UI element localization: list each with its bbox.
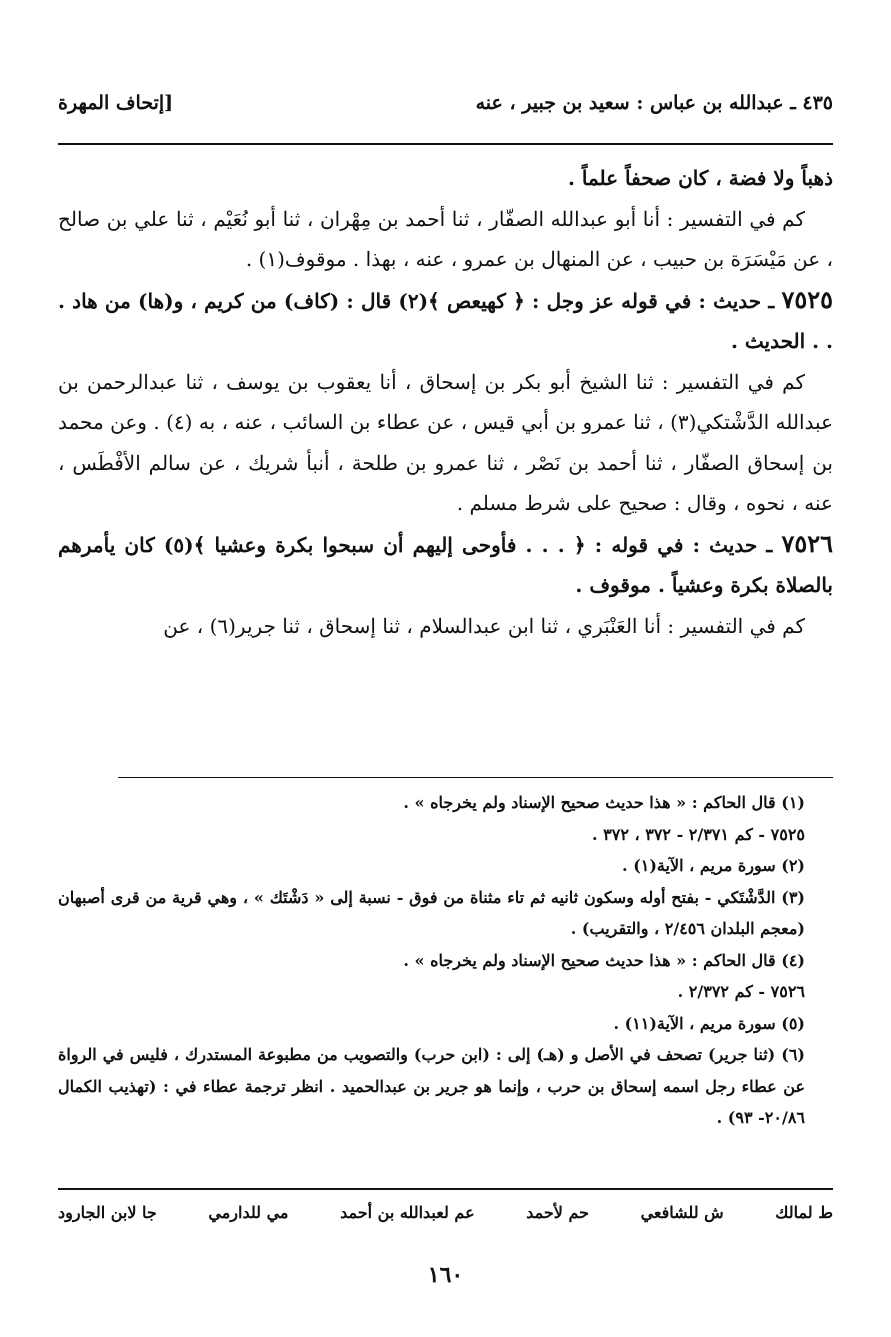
footnote: (٦) (ثنا جرير) تصحف في الأصل و (هـ) إلى : (ابن حرب) والتصويب من مطبوعة المستدرك ، فليس في الرواة عن عطاء رجل اسمه إسحاق بن حرب ، وإنما هو جرير بن عبدالحميد . انظر ترجمة عطاء في : (تهذيب الكمال ٢٠/٨٦- ٩٣) . [58, 1045, 805, 1127]
abbreviation-item: حم لأحمد [526, 1203, 589, 1222]
footnote-reference: ٧٥٢٥ - كم ٢/٣٧١ - ٣٧٢ ، ٣٧٢ . [591, 824, 805, 844]
main-text [58, 158, 833, 646]
page-number: ١٦٠ [427, 1262, 464, 1288]
paragraph-isnad-3: كم في التفسير : أنا العَنْبَري ، ثنا ابن عبدالسلام ، ثنا إسحاق ، ثنا جرير(٦) ، عن [163, 613, 805, 638]
paragraph-continuation: ذهباً ولا فضة ، كان صحفاً علماً . [567, 166, 833, 190]
abbreviation-key [58, 1203, 833, 1222]
footnote-reference: ٧٥٢٦ - كم ٢/٣٧٢ . [677, 982, 805, 1001]
paragraph-isnad-1: كم في التفسير : أنا أبو عبدالله الصفّار ، ثنا أحمد بن مِهْران ، ثنا أبو نُعَيْم ، ثنا علي بن صالح ، عن مَيْسَرَة بن حبيب ، عن المنهال بن عمرو ، عنه ، بهذا . موقوف(١) . [58, 206, 833, 271]
abbreviation-item: ط لمالك [775, 1203, 833, 1222]
footnote-rule [118, 777, 833, 778]
header-book-name: [إتحاف المهرة [58, 92, 174, 114]
abbreviation-item: عم لعبدالله بن أحمد [340, 1203, 475, 1222]
header-title: ٤٣٥ ـ عبدالله بن عباس : سعيد بن جبير ، عنه [475, 92, 833, 114]
footnote: (٤) قال الحاكم : « هذا حديث صحيح الإسناد ولم يخرجاه » . [403, 950, 805, 970]
hadith-entry-7526 [58, 524, 833, 606]
hadith-number: ٧٥٢٥ [781, 284, 834, 314]
footnotes [58, 787, 833, 1134]
header-rule [58, 143, 833, 145]
hadith-text: ـ حديث : في قوله : ﴿ . . . فأوحى إليهم أن سبحوا بكرة وعشيا ﴾(٥) كان يأمرهم بالصلاة بكرة وعشياً . موقوف . [58, 532, 833, 597]
abbreviation-item: جا لابن الجارود [58, 1203, 157, 1222]
abbreviation-item: ش للشافعي [640, 1203, 724, 1222]
footnote: (٥) سورة مريم ، الآية(١١) . [613, 1013, 805, 1033]
abbreviation-item: مي للدارمي [208, 1203, 289, 1222]
hadith-number: ٧٥٢٦ [781, 528, 833, 558]
footnote: (٣) الدَّشْتَكي - بفتح أوله وسكون ثانيه ثم تاء مثناة من فوق - نسبة إلى « دَشْتَك » ، وهي قرية من قرى أصبهان (معجم البلدان ٢/٤٥٦ ، والتقريب) . [58, 887, 805, 938]
paragraph-isnad-2: كم في التفسير : ثنا الشيخ أبو بكر بن إسحاق ، أنا يعقوب بن يوسف ، ثنا عبدالرحمن بن عبدالله الدَّشْتكي(٣) ، ثنا عمرو بن أبي قيس ، عن عطاء بن السائب ، عنه ، به (٤) . وعن محمد بن إسحاق الصفّار ، ثنا أحمد بن نَصْر ، ثنا عمرو بن طلحة ، أنبأ شريك ، عن سالم الأفْطَس ، عنه ، نحوه ، وقال : صحيح على شرط مسلم . [58, 369, 834, 515]
running-header [58, 92, 833, 114]
footnote: (١) قال الحاكم : « هذا حديث صحيح الإسناد ولم يخرجاه » . [403, 793, 805, 812]
hadith-entry-7525 [58, 280, 833, 362]
footnote: (٢) سورة مريم ، الآية(١) . [622, 856, 805, 875]
hadith-text: ـ حديث : في قوله عز وجل : ﴿ كهيعص ﴾(٢) قال : (كاف) من كريم ، و(ها) من هاد . . . الحديث . [58, 288, 833, 353]
footer-rule [58, 1188, 833, 1190]
